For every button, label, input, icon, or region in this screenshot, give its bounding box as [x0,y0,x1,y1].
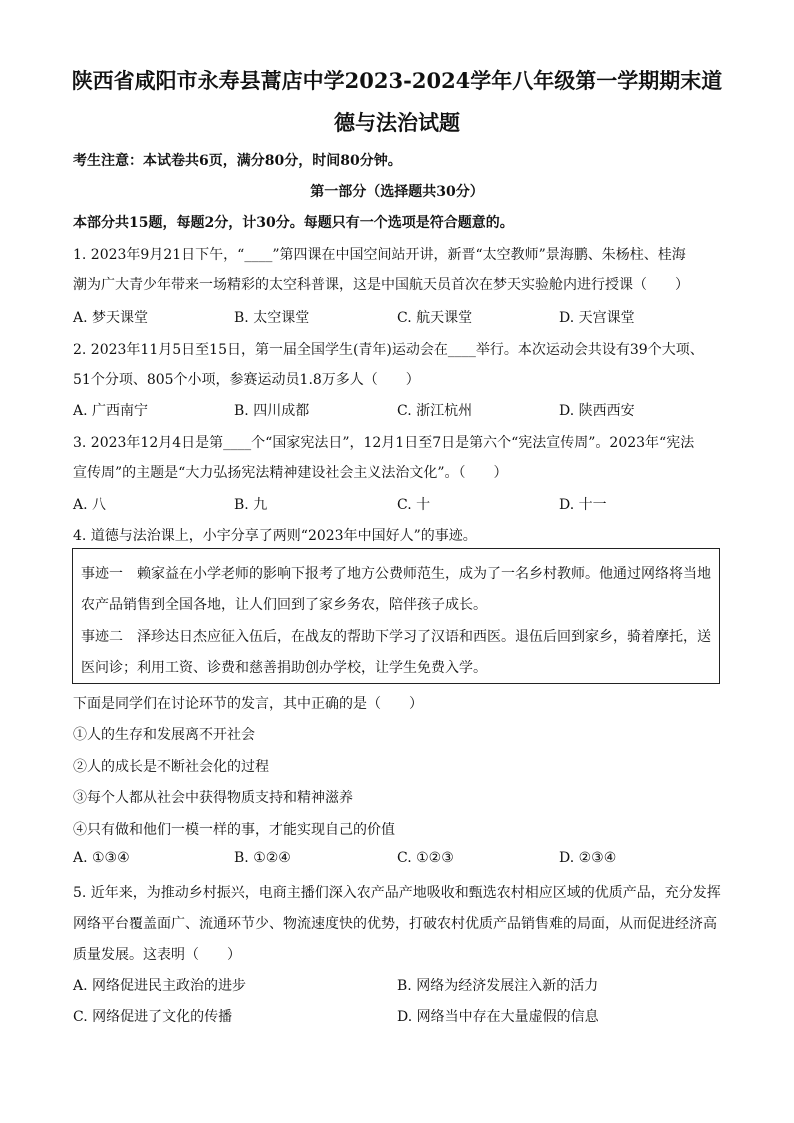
q4-item-4: ④只有做和他们一模一样的事，才能实现自己的价值 [73,822,395,838]
q3-option-c: C. 十 [397,497,431,513]
q2-stem-line2: 51个分项、805个小项，参赛运动员1.8万多人（ ） [73,372,420,388]
q4-item-1: ①人的生存和发展离不开社会 [73,727,255,743]
q4-story2-line2: 医问诊；利用工资、诊费和慈善捐助创办学校，让学生免费入学。 [81,660,487,676]
q1-option-c: C. 航天课堂 [397,310,473,326]
q4-story2-line1: 事迹二 泽珍达日杰应征入伍后，在战友的帮助下学习了汉语和西医。退伍后回到家乡，骑着摩托，送 [81,629,711,645]
q4-option-c: C. ①②③ [397,850,454,866]
part1-heading: 第一部分（选择题共30分） [310,184,484,200]
exam-title-line2: 德与法治试题 [334,110,460,135]
q1-stem-line1: 1. 2023年9月21日下午，“____”第四课在中国空间站开讲，新晋“太空教师”景海鹏、朱杨柱、桂海 [73,247,686,263]
candidate-notice: 考生注意：本试卷共6页，满分80分，时间80分钟。 [73,153,402,169]
q5-option-b: B. 网络为经济发展注入新的活力 [397,978,599,994]
q5-stem-line2: 网络平台覆盖面广、流通环节少、物流速度快的优势，打破农村优质产品销售难的局面，从而促进经济高 [73,916,717,932]
q4-option-b: B. ①②④ [234,850,291,866]
q3-option-a: A. 八 [73,497,107,513]
q3-stem-line1: 3. 2023年12月4日是第____个“国家宪法日”，12月1日至7日是第六个“宪法宣传周”。2023年“宪法 [73,435,695,451]
q1-option-d: D. 天宫课堂 [559,310,635,326]
q2-option-d: D. 陕西西安 [559,403,635,419]
q4-story1-line2: 农产品销售到全国各地，让人们回到了家乡务农，陪伴孩子成长。 [81,597,487,613]
q4-item-2: ②人的成长是不断社会化的过程 [73,759,269,775]
q4-question: 下面是同学们在讨论环节的发言，其中正确的是（ ） [73,696,423,712]
q3-option-d: D. 十一 [559,497,607,513]
q5-option-c: C. 网络促进了文化的传播 [73,1009,233,1025]
q4-stem: 4. 道德与法治课上，小宇分享了两则“2023年中国好人”的事迹。 [73,528,477,544]
q3-stem-line2: 宣传周”的主题是“大力弘扬宪法精神建设社会主义法治文化”。（ ） [73,465,508,481]
q2-option-c: C. 浙江杭州 [397,403,473,419]
q5-option-d: D. 网络当中存在大量虚假的信息 [397,1009,599,1025]
q2-option-a: A. 广西南宁 [73,403,149,419]
q4-item-3: ③每个人都从社会中获得物质支持和精神滋养 [73,790,353,806]
part1-instruction: 本部分共15题，每题2分，计30分。每题只有一个选项是符合题意的。 [73,215,514,231]
q4-option-a: A. ①③④ [73,850,130,866]
q1-option-a: A. 梦天课堂 [73,310,149,326]
q2-option-b: B. 四川成都 [234,403,310,419]
q5-stem-line1: 5. 近年来，为推动乡村振兴，电商主播们深入农产品产地吸收和甄选农村相应区域的优质产品，充分发挥 [73,885,721,901]
exam-title-line1: 陕西省咸阳市永寿县蒿店中学2023-2024学年八年级第一学期期末道 [71,68,723,93]
q5-stem-line3: 质量发展。这表明（ ） [73,947,241,963]
q1-option-b: B. 太空课堂 [234,310,310,326]
q1-stem-line2: 潮为广大青少年带来一场精彩的太空科普课，这是中国航天员首次在梦天实验舱内进行授课（ ） [73,277,689,293]
q3-option-b: B. 九 [234,497,268,513]
q2-stem-line1: 2. 2023年11月5日至15日，第一届全国学生(青年)运动会在____举行。本次运动会共设有39个大项、 [73,342,704,358]
q4-story1-line1: 事迹一 赖家益在小学老师的影响下报考了地方公费师范生，成为了一名乡村教师。他通过网络将当地 [81,566,711,582]
q4-option-d: D. ②③④ [559,850,617,866]
q5-option-a: A. 网络促进民主政治的进步 [73,978,247,994]
